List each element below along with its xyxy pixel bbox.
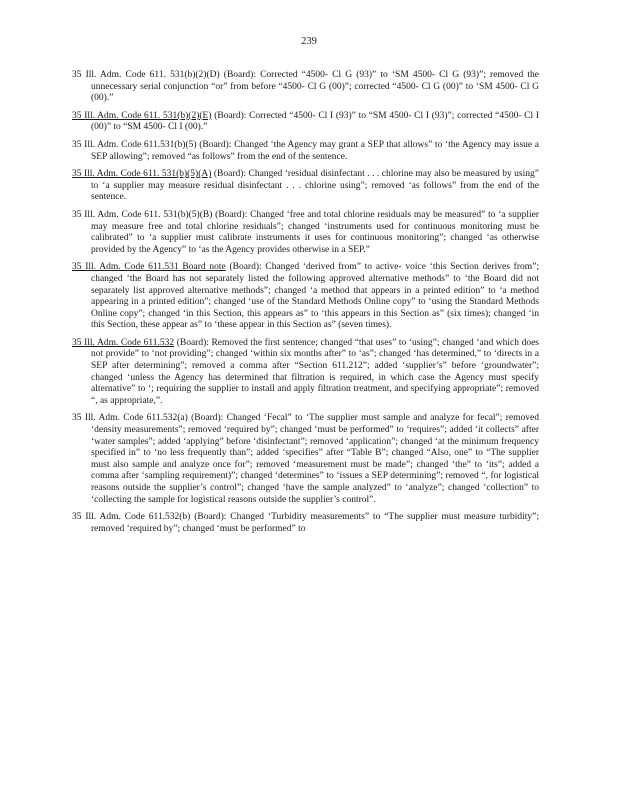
citation: 35 Ill. Adm. Code 611. 531(b)(2)(E)	[72, 110, 212, 121]
citation: 35 Ill. Adm. Code 611.531(b)(5)	[72, 139, 197, 150]
entry-text: (Board): Corrected “4500- Cl G (93)” to ‘SM 4500- Cl G (93)”; removed the unnecessary serial conjunction “or” from before “4500- Cl G (00)”; corrected “4500- Cl G (00)” to ‘SM 4500- Cl G (00).”	[91, 70, 539, 104]
amendment-entry	[72, 210, 539, 256]
entry-text: (Board): Removed the first sentence; changed “that uses” to ‘using”; changed ‘and which does not provide” to ‘not providing”; changed ‘within six months after” to ‘as”; changed ‘has determined,” to ‘directs in a SEP after determining”; removed a comma after “Section 611.212”; added ‘supplier’s” before ‘groundwater”; changed ‘unless the Agency has determined that filtration is required, in which case the Agency must specify alternative” to ‘; requiring the supplier to install and apply filtration treatment, and specifying appropriate”; removed “, as appropriate,”.	[91, 337, 540, 406]
entry-text: (Board): Changed ‘Fecal” to ‘The supplier must sample and analyze for fecal”; removed ‘density measurements”; removed ‘required by”; changed ‘must be performed” to ‘requires”; added ‘it collects” after ‘water samples”; added ‘applying” before ‘disinfectant”; removed ‘application”; changed ‘at the minimum frequency specified in” to ‘no less frequently than”; added ‘specifies” after “Table B”; changed “Also, one” to “The supplier must also sample and analyze once for”; removed ‘measurement must be made”; changed ‘the” to ‘its”; added a comma after ‘sampling requirement)”; changed ‘determines” to ‘issues a SEP determining”; removed “, for logistical reasons outside the supplier’s control”; changed ‘have the sample analyzed” to ‘analyze”; changed ‘collection” to ‘collecting the sample for logistical reasons outside the supplier’s control”.	[91, 413, 540, 505]
amendment-entry	[72, 111, 539, 134]
entry-text: (Board): Changed ‘residual disinfectant . . . chlorine may also be measured by using” to ‘a supplier may measure residual disinfectant . . . chlorine using”; removed ‘as follows” from the end of the sentence.	[91, 169, 539, 203]
entry-text: (Board): Changed ‘the Agency may grant a SEP that allows” to ‘the Agency may issue a SEP allowing”; removed “as follows” from the end of the sentence.	[91, 139, 539, 162]
citation: 35 Ill. Adm. Code 611. 531(b)(2)(D)	[72, 70, 220, 80]
entry-text: (Board): Changed ‘Turbidity measurements” to “The supplier must measure turbidity”; removed ‘required by”; changed ‘must be performed” to	[91, 512, 539, 534]
citation: 35 Ill. Adm. Code 611.532	[72, 337, 175, 348]
amendment-entry	[72, 413, 539, 506]
citation: 35 Ill. Adm. Code 611.531 Board note	[72, 262, 226, 273]
citation: 35 Ill. Adm. Code 611.532(a)	[72, 413, 188, 424]
amendment-entry	[72, 262, 539, 332]
amendment-entry	[72, 140, 539, 163]
page-number: 239	[301, 36, 317, 47]
amendment-entry	[72, 512, 539, 535]
amendment-entry	[72, 70, 539, 105]
entry-text: (Board): Corrected “4500- Cl I (93)” to “SM 4500- Cl I (93)”; corrected “4500- Cl I (00)” to “SM 4500- Cl I (00).”	[91, 110, 540, 133]
entry-text: (Board): Changed ‘derived from” to active- voice ‘this Section derives from”; changed ‘the Board has not separately listed the following approved alternative methods” to ‘the Board did not separately list approved alternative methods”; changed ‘a method that appears in a printed edition” to ‘a method appearing in a printed edition”; changed ‘use of the Standard Methods Online copy” to ‘using the Standard Methods Online copy”; changed ‘in this Section, this appears as” to ‘this appears in this Section as” (six times); changed ‘in this Section, these appear as” to ‘these appear in this Section as” (seven times).	[91, 262, 539, 331]
amendment-entry	[72, 169, 539, 204]
amendment-entry	[72, 338, 539, 408]
entry-text: (Board): Changed ‘free and total chlorine residuals may be measured” to ‘a supplier may measure free and total chlorine residuals”; changed ‘instruments used for continuous monitoring must be calibrated” to ‘a supplier must calibrate instruments it uses for continuous monitoring”; changed ‘as otherwise provided by the Agency” to ‘as the Agency provides otherwise in a SEP.”	[91, 209, 540, 255]
amendment-list	[72, 70, 539, 541]
citation: 35 Ill. Adm. Code 611. 531(b)(5)(B)	[72, 209, 213, 220]
citation: 35 Ill. Adm. Code 611. 531(b)(5)(A)	[72, 169, 212, 180]
citation: 35 Ill. Adm. Code 611.532(b)	[72, 512, 191, 523]
